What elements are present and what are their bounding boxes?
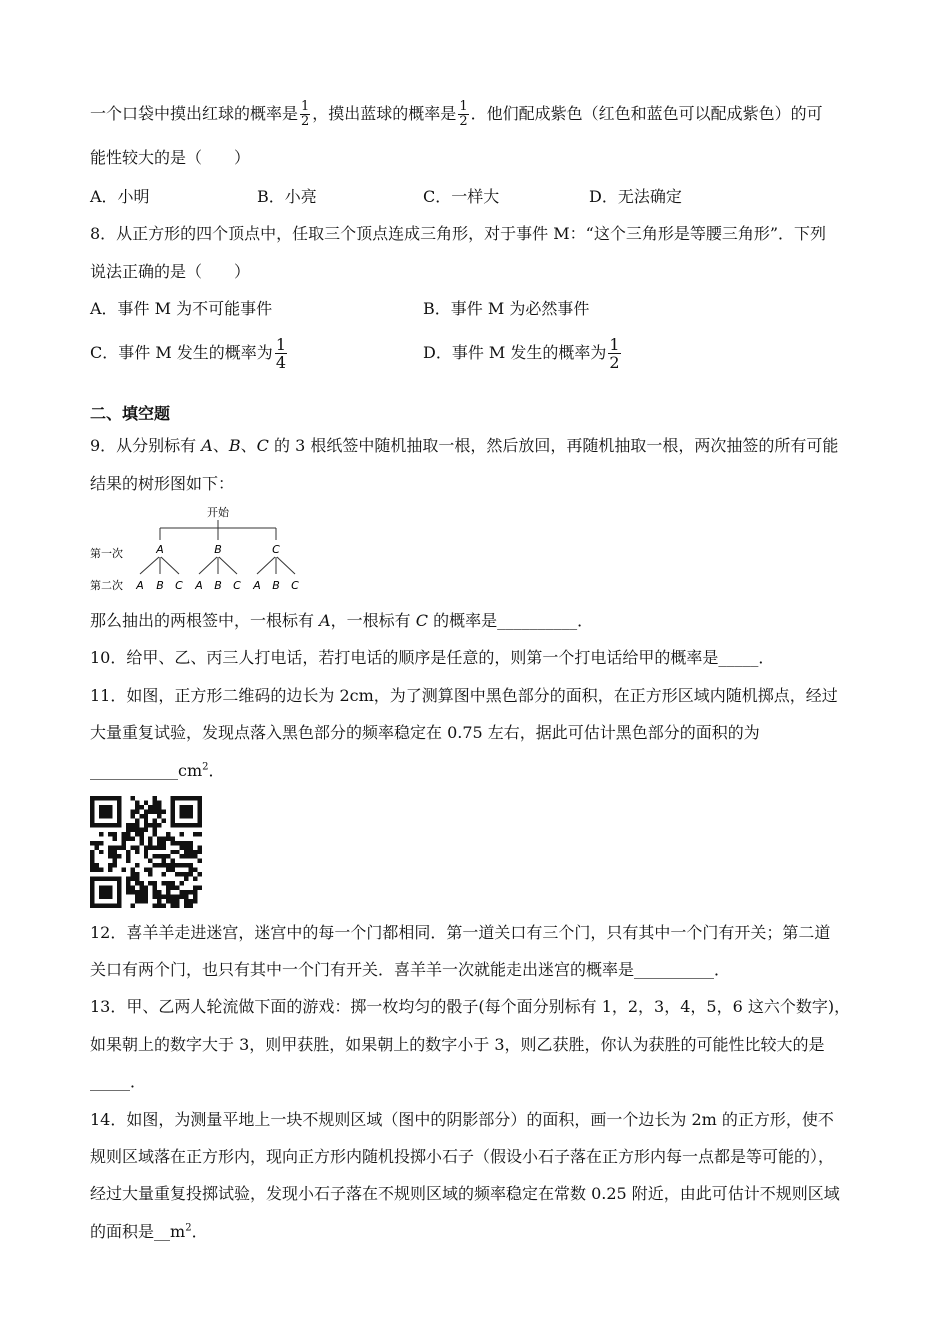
qr-module <box>193 832 197 836</box>
qr-module <box>189 904 193 908</box>
qr-module <box>126 890 130 894</box>
qr-module <box>130 904 134 908</box>
q9-line-3: 那么抽出的两根签中，一根标有 A，一根标有 C 的概率是__________． <box>90 611 594 630</box>
qr-module <box>157 904 161 908</box>
qr-module <box>139 886 143 890</box>
qr-module <box>117 796 121 827</box>
qr-module <box>126 850 130 854</box>
q11-line-1: 11．如图，正方形二维码的边长为 2cm，为了测算图中黑色部分的面积，在正方形区域内随机掷点，经过 <box>90 686 838 705</box>
tree-leaf: A <box>195 579 203 592</box>
q11-line-2: 大量重复试验，发现点落入黑色部分的频率稳定在 0.75 左右，据此可估计黑色部分的面积的为 <box>90 723 760 742</box>
qr-module <box>166 886 170 890</box>
qr-module <box>162 859 166 863</box>
qr-module <box>171 859 175 863</box>
qr-module <box>90 877 121 881</box>
qr-module <box>153 895 157 899</box>
qr-module <box>148 845 152 849</box>
qr-module <box>135 890 139 894</box>
q8-line-1: 8．从正方形的四个顶点中，任取三个顶点连成三角形，对于事件 M：“这个三角形是等腰三角形”．下列 <box>90 224 827 243</box>
qr-module <box>184 877 188 881</box>
qr-module <box>139 890 143 894</box>
qr-module <box>157 845 161 849</box>
qr-module <box>175 863 179 867</box>
qr-module <box>157 890 161 894</box>
qr-module <box>90 850 94 854</box>
qr-module <box>198 859 202 863</box>
qr-module <box>99 841 103 845</box>
qr-module <box>171 850 175 854</box>
q7-option-b[interactable]: B．小亮 <box>257 187 317 206</box>
qr-module <box>126 823 130 827</box>
qr-module <box>144 800 148 804</box>
tree-node: C <box>272 543 280 556</box>
qr-module <box>148 805 152 809</box>
qr-module <box>139 836 143 840</box>
qr-module <box>171 863 175 867</box>
qr-module <box>171 881 175 885</box>
qr-module <box>153 809 157 813</box>
qr-module <box>126 854 130 858</box>
qr-module <box>90 904 121 908</box>
qr-module <box>130 886 134 890</box>
qr-module <box>193 854 197 858</box>
qr-module <box>180 890 184 894</box>
qr-module <box>157 814 161 818</box>
qr-module <box>126 886 130 890</box>
qr-module <box>108 850 112 854</box>
tree-leaf: C <box>291 579 299 592</box>
qr-module <box>198 832 202 836</box>
qr-module <box>135 895 139 899</box>
qr-module <box>90 823 121 827</box>
q12-line-1: 12．喜羊羊走进迷宫，迷宫中的每一个门都相同．第一道关口有三个门，只有其中一个门有开关；第二道 <box>90 923 831 942</box>
qr-module <box>171 895 175 899</box>
qr-module <box>198 845 202 849</box>
qr-module <box>135 872 139 876</box>
qr-module <box>130 809 134 813</box>
qr-module <box>144 818 148 822</box>
qr-module <box>171 796 175 827</box>
qr-module <box>193 877 197 881</box>
qr-module <box>162 818 166 822</box>
qr-module <box>189 841 193 845</box>
qr-module <box>148 823 152 827</box>
qr-module <box>130 868 134 872</box>
qr-module <box>144 899 148 903</box>
q7-line-2: 能性较大的是（ ） <box>90 148 251 167</box>
qr-module <box>162 872 166 876</box>
tree-leaf: B <box>272 579 280 592</box>
qr-module <box>153 827 157 831</box>
qr-module <box>139 899 143 903</box>
tree-leaf: C <box>175 579 183 592</box>
qr-module <box>135 805 139 809</box>
qr-module <box>90 796 121 800</box>
qr-module <box>148 809 152 813</box>
qr-module <box>198 796 202 827</box>
q7-text-b: ，摸出蓝球的概率是 <box>312 104 457 123</box>
qr-module <box>171 823 202 827</box>
q14-line-3: 经过大量重复投掷试验，发现小石子落在不规则区域的频率稳定在常数 0.25 附近，由此可估计不规则区域 <box>90 1184 840 1203</box>
qr-module <box>153 845 157 849</box>
qr-module <box>198 872 202 876</box>
qr-module <box>189 872 193 876</box>
qr-module <box>121 841 125 845</box>
qr-module <box>121 832 125 836</box>
qr-module <box>198 886 202 890</box>
qr-module <box>171 899 175 903</box>
qr-module <box>112 863 116 867</box>
qr-module <box>184 854 188 858</box>
section-heading: 二、填空题 <box>90 404 171 423</box>
qr-module <box>153 818 157 822</box>
qr-module <box>90 868 94 872</box>
qr-module <box>189 868 193 872</box>
qr-module <box>135 863 139 867</box>
qr-module <box>117 854 121 858</box>
qr-module <box>139 814 143 818</box>
qr-module <box>126 827 130 831</box>
qr-module <box>130 827 134 831</box>
qr-module <box>157 895 161 899</box>
qr-module <box>117 877 121 908</box>
q10-line-1: 10．给甲、乙、丙三人打电话，若打电话的顺序是任意的，则第一个打电话给甲的概率是_____． <box>90 648 775 667</box>
qr-module <box>184 863 188 867</box>
qr-module <box>144 850 148 854</box>
qr-module <box>94 868 98 872</box>
qr-module <box>130 814 134 818</box>
q8-option-c-fraction: $\frac{1}{4}$ <box>275 335 286 372</box>
q7-fraction-red: $\frac{1}{2}$ <box>301 99 310 129</box>
qr-module <box>144 827 148 831</box>
qr-module <box>121 845 125 849</box>
qr-module <box>135 823 139 827</box>
qr-module <box>121 836 125 840</box>
qr-module <box>135 832 139 836</box>
qr-module <box>135 877 139 881</box>
qr-module <box>153 805 157 809</box>
qr-module <box>99 832 103 836</box>
tree-leaf: C <box>233 579 241 592</box>
qr-module <box>94 841 98 845</box>
qr-module <box>153 904 157 908</box>
tree-leaf: B <box>214 579 222 592</box>
qr-module <box>184 890 188 894</box>
qr-module <box>144 809 148 813</box>
qr-module <box>90 841 94 845</box>
qr-module <box>135 827 139 831</box>
qr-module <box>180 841 184 845</box>
qr-module <box>184 904 188 908</box>
qr-module <box>175 850 179 854</box>
qr-module <box>189 863 193 867</box>
qr-module <box>153 886 157 890</box>
qr-module <box>180 872 184 876</box>
qr-module <box>166 899 170 903</box>
qr-module <box>99 868 103 872</box>
qr-module <box>94 845 98 849</box>
qr-module <box>153 796 157 800</box>
qr-module <box>166 836 170 840</box>
qr-module <box>189 854 193 858</box>
qr-module <box>90 877 94 908</box>
q7-fraction-blue: $\frac{1}{2}$ <box>459 99 468 129</box>
qr-module <box>144 886 148 890</box>
qr-module <box>94 863 98 867</box>
qr-module <box>180 805 193 818</box>
qr-module <box>130 890 134 894</box>
qr-module <box>189 845 193 849</box>
qr-module <box>166 868 170 872</box>
qr-module <box>162 836 166 840</box>
qr-module <box>175 872 179 876</box>
qr-module <box>126 877 130 881</box>
qr-module <box>153 823 157 827</box>
q8-line-2: 说法正确的是（ ） <box>90 262 251 281</box>
qr-module <box>99 850 103 854</box>
qr-module <box>157 863 161 867</box>
qr-module <box>171 836 175 840</box>
q7-option-a[interactable]: A．小明 <box>90 187 150 206</box>
q8-option-c[interactable]: C．事件 M 发生的概率为 $\frac{1}{4}$ <box>90 335 286 372</box>
qr-module <box>135 899 139 903</box>
qr-module <box>148 841 152 845</box>
qr-module <box>99 886 112 899</box>
tree-leaf: A <box>136 579 144 592</box>
qr-module <box>135 845 139 849</box>
qr-module <box>117 845 121 849</box>
qr-module <box>193 868 197 872</box>
qr-module <box>153 800 157 804</box>
qr-module <box>162 863 166 867</box>
qr-module <box>108 832 112 836</box>
qr-module <box>130 877 134 881</box>
qr-module <box>130 872 134 876</box>
qr-module <box>171 796 202 800</box>
qr-module <box>108 845 112 849</box>
qr-code-image <box>90 796 202 908</box>
qr-module <box>180 845 184 849</box>
qr-module <box>153 832 157 836</box>
qr-module <box>112 832 116 836</box>
probability-tree-diagram <box>88 502 318 594</box>
qr-module <box>162 904 166 908</box>
q12-line-2: 关口有两个门，也只有其中一个门有开关．喜羊羊一次就能走出迷宫的概率是__________． <box>90 960 731 979</box>
qr-module <box>126 832 130 836</box>
q8-option-d[interactable]: D．事件 M 发生的概率为 $\frac{1}{2}$ <box>423 335 620 372</box>
tree-node: B <box>214 543 222 556</box>
qr-module <box>157 809 161 813</box>
qr-module <box>189 890 193 894</box>
qr-module <box>144 823 148 827</box>
qr-module <box>144 854 148 858</box>
qr-module <box>184 845 188 849</box>
qr-module <box>148 859 152 863</box>
qr-module <box>90 854 94 858</box>
qr-module <box>126 859 130 863</box>
q7-option-d[interactable]: D．无法确定 <box>589 187 682 206</box>
tree-level1-nodes <box>155 543 280 556</box>
q14-line-1: 14．如图，为测量平地上一块不规则区域（图中的阴影部分）的面积，画一个边长为 2m 的正方形，使不 <box>90 1110 834 1129</box>
qr-module <box>135 800 139 804</box>
qr-module <box>175 841 179 845</box>
q8-option-b[interactable]: B．事件 M 为必然事件 <box>423 299 590 318</box>
qr-module <box>166 832 170 836</box>
q11-line-3: $\_\_\_\_\_\_\_\_\_\_\_cm^2$． <box>90 761 225 780</box>
q13-line-2: 如果朝上的数字大于 3，则甲获胜，如果朝上的数字小于 3，则乙获胜，你认为获胜的可能性比较大的是 <box>90 1035 825 1054</box>
qr-module <box>162 895 166 899</box>
qr-module <box>144 845 148 849</box>
qr-module <box>112 845 116 849</box>
qr-module <box>171 868 175 872</box>
qr-module <box>139 841 143 845</box>
qr-module <box>135 850 139 854</box>
qr-module <box>153 854 157 858</box>
qr-module <box>180 832 184 836</box>
qr-module <box>175 895 179 899</box>
tree-node: A <box>156 543 164 556</box>
qr-module <box>166 890 170 894</box>
qr-module <box>148 881 152 885</box>
qr-module <box>189 899 193 903</box>
qr-module <box>193 850 197 854</box>
qr-module <box>157 805 161 809</box>
tree-level2-label: 第二次 <box>90 579 123 592</box>
qr-module <box>90 859 94 863</box>
qr-module <box>153 863 157 867</box>
qr-module <box>184 841 188 845</box>
qr-module <box>193 895 197 899</box>
qr-module <box>162 841 166 845</box>
qr-module <box>157 854 161 858</box>
qr-module <box>126 836 130 840</box>
qr-module <box>184 895 188 899</box>
q8-option-d-fraction: $\frac{1}{2}$ <box>609 335 620 372</box>
qr-module <box>180 895 184 899</box>
qr-module <box>90 796 94 827</box>
tree-level1-label: 第一次 <box>90 547 123 560</box>
qr-module <box>162 809 166 813</box>
qr-module <box>108 868 112 872</box>
qr-module <box>130 836 134 840</box>
q7-text-c: ．他们配成紫色（红色和蓝色可以配成紫色）的可 <box>470 104 823 123</box>
tree-leaf: A <box>253 579 261 592</box>
qr-module <box>112 850 116 854</box>
qr-module <box>193 886 197 890</box>
qr-module <box>139 881 143 885</box>
qr-module <box>148 872 152 876</box>
qr-module <box>126 881 130 885</box>
qr-module <box>144 895 148 899</box>
qr-module <box>130 796 134 800</box>
qr-module <box>171 841 175 845</box>
qr-module <box>180 854 184 858</box>
qr-module <box>171 904 175 908</box>
qr-module <box>112 854 116 858</box>
qr-module <box>166 881 170 885</box>
qr-module <box>135 881 139 885</box>
qr-module <box>144 868 148 872</box>
qr-module <box>153 890 157 894</box>
qr-module <box>193 890 197 894</box>
qr-module <box>166 854 170 858</box>
qr-module <box>180 881 184 885</box>
qr-module <box>108 854 112 858</box>
qr-module <box>157 800 161 804</box>
qr-module <box>175 904 179 908</box>
tree-level2-nodes <box>135 579 299 592</box>
qr-module <box>121 868 125 872</box>
qr-module <box>171 886 175 890</box>
qr-module <box>139 827 143 831</box>
qr-module <box>144 814 148 818</box>
qr-module <box>184 850 188 854</box>
qr-module <box>157 841 161 845</box>
qr-module <box>198 850 202 854</box>
q8-option-a[interactable]: A．事件 M 为不可能事件 <box>90 299 273 318</box>
q13-line-3: _____． <box>90 1072 147 1091</box>
q7-text-a: 一个口袋中摸出红球的概率是 <box>90 104 299 123</box>
qr-module <box>189 850 193 854</box>
q7-option-c[interactable]: C．一样大 <box>423 187 500 206</box>
tree-leaf: B <box>156 579 164 592</box>
qr-module <box>148 868 152 872</box>
qr-module <box>162 845 166 849</box>
qr-module <box>135 818 139 822</box>
qr-module <box>148 836 152 840</box>
q13-line-1: 13．甲、乙两人轮流做下面的游戏：掷一枚均匀的骰子(每个面分别标有 1，2，3，4，5，6 这六个数字)， <box>90 997 851 1016</box>
qr-module <box>112 836 116 840</box>
qr-module <box>144 890 148 894</box>
qr-module <box>162 881 166 885</box>
qr-module <box>184 899 188 903</box>
qr-module <box>157 836 161 840</box>
qr-module <box>175 886 179 890</box>
qr-module <box>112 859 116 863</box>
qr-module <box>99 805 112 818</box>
qr-module <box>130 845 134 849</box>
q7-line-1 <box>90 100 823 129</box>
qr-module <box>162 854 166 858</box>
q14-line-4: 的面积是$\_\_m^2$． <box>90 1222 208 1241</box>
qr-module <box>135 809 139 813</box>
qr-module <box>175 899 179 903</box>
qr-module <box>139 832 143 836</box>
q9-line-2: 结果的树形图如下： <box>90 474 235 493</box>
qr-module <box>108 863 112 867</box>
qr-module <box>139 805 143 809</box>
qr-module <box>166 863 170 867</box>
qr-module <box>130 823 134 827</box>
qr-module <box>157 823 161 827</box>
qr-module <box>90 863 94 867</box>
qr-module <box>193 899 197 903</box>
qr-module <box>157 899 161 903</box>
q9-line-1: 9．从分别标有 A、B、C 的 3 根纸签中随机抽取一根，然后放回，再随机抽取一根，两次抽签的所有可能 <box>90 436 839 455</box>
qr-module <box>153 881 157 885</box>
tree-root-label: 开始 <box>207 506 229 519</box>
qr-module <box>139 895 143 899</box>
qr-module <box>166 895 170 899</box>
qr-module <box>180 863 184 867</box>
qr-module <box>184 872 188 876</box>
q14-line-2: 规则区域落在正方形内，现向正方形内随机投掷小石子（假设小石子落在正方形内每一点都是等可能的）， <box>90 1147 835 1166</box>
